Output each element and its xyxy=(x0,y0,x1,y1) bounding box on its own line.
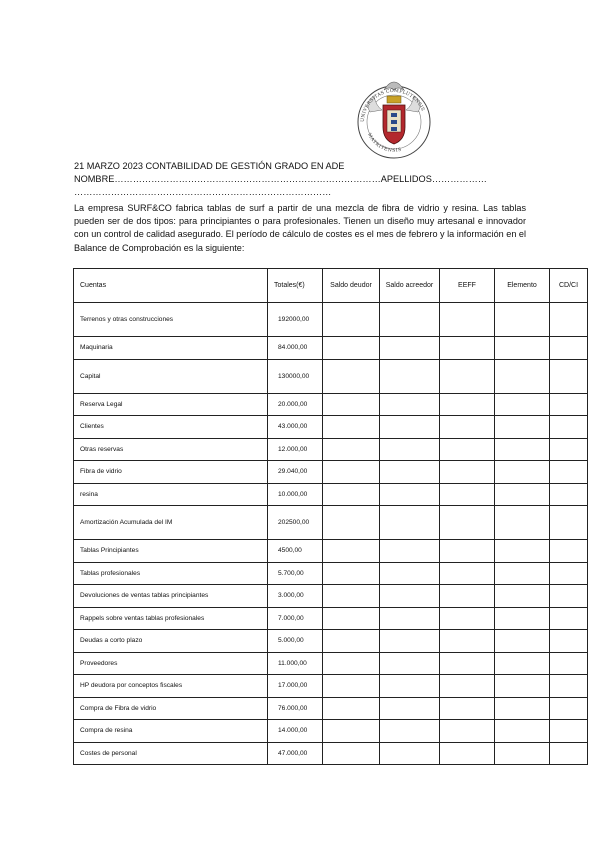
saldo-acreedor-cell[interactable] xyxy=(380,675,440,698)
table-row xyxy=(74,675,588,698)
col-header-cdci: CD/CI xyxy=(550,269,588,303)
cuenta-cell: Amortización Acumulada del IM xyxy=(74,506,268,540)
eeff-cell[interactable] xyxy=(440,359,495,393)
cdci-cell[interactable] xyxy=(550,303,588,337)
elemento-cell[interactable] xyxy=(495,630,550,653)
cdci-cell[interactable] xyxy=(550,506,588,540)
elemento-cell[interactable] xyxy=(495,720,550,743)
saldo-acreedor-cell[interactable] xyxy=(380,438,440,461)
saldo-acreedor-cell[interactable] xyxy=(380,540,440,563)
saldo-acreedor-cell[interactable] xyxy=(380,506,440,540)
saldo-deudor-cell[interactable] xyxy=(323,303,380,337)
cuenta-cell: Devoluciones de ventas tablas principiantes xyxy=(74,585,268,608)
elemento-cell[interactable] xyxy=(495,506,550,540)
eeff-cell[interactable] xyxy=(440,652,495,675)
cuenta-cell: Tablas Principiantes xyxy=(74,540,268,563)
table-row xyxy=(74,630,588,653)
total-cell: 5.000,00 xyxy=(268,630,323,653)
cuenta-cell: resina xyxy=(74,483,268,506)
cdci-cell[interactable] xyxy=(550,416,588,439)
cdci-cell[interactable] xyxy=(550,630,588,653)
table-row xyxy=(74,393,588,416)
cdci-cell[interactable] xyxy=(550,742,588,765)
saldo-acreedor-cell[interactable] xyxy=(380,585,440,608)
saldo-deudor-cell[interactable] xyxy=(323,675,380,698)
eeff-cell[interactable] xyxy=(440,438,495,461)
saldo-acreedor-cell[interactable] xyxy=(380,483,440,506)
saldo-acreedor-cell[interactable] xyxy=(380,607,440,630)
saldo-acreedor-cell[interactable] xyxy=(380,697,440,720)
total-cell: 202500,00 xyxy=(268,506,323,540)
saldo-acreedor-cell[interactable] xyxy=(380,461,440,484)
balance-table xyxy=(73,268,588,765)
cuenta-cell: Proveedores xyxy=(74,652,268,675)
table-row xyxy=(74,438,588,461)
saldo-deudor-cell[interactable] xyxy=(323,461,380,484)
cdci-cell[interactable] xyxy=(550,393,588,416)
eeff-cell[interactable] xyxy=(440,720,495,743)
total-cell: 12.000,00 xyxy=(268,438,323,461)
saldo-acreedor-cell[interactable] xyxy=(380,652,440,675)
total-cell: 5.700,00 xyxy=(268,562,323,585)
table-row xyxy=(74,562,588,585)
saldo-deudor-cell[interactable] xyxy=(323,720,380,743)
elemento-cell[interactable] xyxy=(495,461,550,484)
eeff-cell[interactable] xyxy=(440,337,495,360)
saldo-acreedor-cell[interactable] xyxy=(380,303,440,337)
saldo-acreedor-cell[interactable] xyxy=(380,630,440,653)
elemento-cell[interactable] xyxy=(495,303,550,337)
eeff-cell[interactable] xyxy=(440,483,495,506)
elemento-cell[interactable] xyxy=(495,438,550,461)
elemento-cell[interactable] xyxy=(495,540,550,563)
cuenta-cell: Otras reservas xyxy=(74,438,268,461)
cdci-cell[interactable] xyxy=(550,483,588,506)
cdci-cell[interactable] xyxy=(550,461,588,484)
cuenta-cell: Reserva Legal xyxy=(74,393,268,416)
total-cell: 17.000,00 xyxy=(268,675,323,698)
eeff-cell[interactable] xyxy=(440,630,495,653)
svg-text:UNIVERSITAS COMPLUTENSIS: UNIVERSITAS COMPLUTENSIS xyxy=(360,88,425,123)
total-cell: 11.000,00 xyxy=(268,652,323,675)
cdci-cell[interactable] xyxy=(550,359,588,393)
cuenta-cell: Compra de Fibra de vidrio xyxy=(74,697,268,720)
saldo-deudor-cell[interactable] xyxy=(323,607,380,630)
cuenta-cell: Deudas a corto plazo xyxy=(74,630,268,653)
col-header-elemento: Elemento xyxy=(495,269,550,303)
university-seal-logo xyxy=(354,72,434,166)
total-cell: 43.000,00 xyxy=(268,416,323,439)
elemento-cell[interactable] xyxy=(495,675,550,698)
cuenta-cell: Capital xyxy=(74,359,268,393)
cdci-cell[interactable] xyxy=(550,562,588,585)
col-header-saldo-deudor: Saldo deudor xyxy=(323,269,380,303)
cdci-cell[interactable] xyxy=(550,585,588,608)
svg-text:MATRITENSIS: MATRITENSIS xyxy=(366,132,403,154)
col-header-totales: Totales(€) xyxy=(268,269,323,303)
elemento-cell[interactable] xyxy=(495,359,550,393)
cuenta-cell: Tablas profesionales xyxy=(74,562,268,585)
saldo-deudor-cell[interactable] xyxy=(323,416,380,439)
table-row xyxy=(74,652,588,675)
table-row xyxy=(74,359,588,393)
table-header-row xyxy=(74,269,588,303)
eeff-cell[interactable] xyxy=(440,540,495,563)
saldo-deudor-cell[interactable] xyxy=(323,393,380,416)
table-row xyxy=(74,585,588,608)
col-header-saldo-acreedor: Saldo acreedor xyxy=(380,269,440,303)
saldo-acreedor-cell[interactable] xyxy=(380,416,440,439)
eeff-cell[interactable] xyxy=(440,416,495,439)
saldo-acreedor-cell[interactable] xyxy=(380,359,440,393)
total-cell: 84.000,00 xyxy=(268,337,323,360)
saldo-acreedor-cell[interactable] xyxy=(380,720,440,743)
table-row xyxy=(74,303,588,337)
total-cell: 3.000,00 xyxy=(268,585,323,608)
table-row xyxy=(74,607,588,630)
cdci-cell[interactable] xyxy=(550,652,588,675)
saldo-deudor-cell[interactable] xyxy=(323,562,380,585)
cuenta-cell: Maquinaria xyxy=(74,337,268,360)
elemento-cell[interactable] xyxy=(495,652,550,675)
saldo-deudor-cell[interactable] xyxy=(323,585,380,608)
total-cell: 14.000,00 xyxy=(268,720,323,743)
eeff-cell[interactable] xyxy=(440,562,495,585)
table-row xyxy=(74,483,588,506)
total-cell: 20.000,00 xyxy=(268,393,323,416)
cuenta-cell: Compra de resina xyxy=(74,720,268,743)
saldo-deudor-cell[interactable] xyxy=(323,652,380,675)
saldo-acreedor-cell[interactable] xyxy=(380,742,440,765)
dots-line: ………………………………………………………………………… xyxy=(74,187,332,197)
saldo-acreedor-cell[interactable] xyxy=(380,393,440,416)
elemento-cell[interactable] xyxy=(495,697,550,720)
cdci-cell[interactable] xyxy=(550,697,588,720)
total-cell: 29.040,00 xyxy=(268,461,323,484)
total-cell: 10.000,00 xyxy=(268,483,323,506)
saldo-deudor-cell[interactable] xyxy=(323,697,380,720)
intro-paragraph: La empresa SURF&CO fabrica tablas de surf a partir de una mezcla de fibra de vidrio y resina. Las tablas pueden ser de dos tipos: para principiantes o para profesionales. Tienen un diseño muy artesanal e innovador con un control de calidad asegurado. El período de cálculo de costes es el mes de febrero y la información en el Balance de Comprobación es la siguiente: xyxy=(74,203,526,253)
saldo-deudor-cell[interactable] xyxy=(323,483,380,506)
elemento-cell[interactable] xyxy=(495,393,550,416)
cuenta-cell: Terrenos y otras construcciones xyxy=(74,303,268,337)
elemento-cell[interactable] xyxy=(495,562,550,585)
eeff-cell[interactable] xyxy=(440,675,495,698)
eeff-cell[interactable] xyxy=(440,461,495,484)
cdci-cell[interactable] xyxy=(550,675,588,698)
total-cell: 47.000,00 xyxy=(268,742,323,765)
cdci-cell[interactable] xyxy=(550,720,588,743)
total-cell: 130000,00 xyxy=(268,359,323,393)
col-header-eeff: EEFF xyxy=(440,269,495,303)
cdci-cell[interactable] xyxy=(550,438,588,461)
exam-title: 21 MARZO 2023 CONTABILIDAD DE GESTIÓN GRADO EN ADE xyxy=(74,161,345,171)
eeff-cell[interactable] xyxy=(440,585,495,608)
cdci-cell[interactable] xyxy=(550,540,588,563)
table-row xyxy=(74,697,588,720)
table-row xyxy=(74,540,588,563)
elemento-cell[interactable] xyxy=(495,607,550,630)
saldo-acreedor-cell[interactable] xyxy=(380,562,440,585)
cdci-cell[interactable] xyxy=(550,607,588,630)
eeff-cell[interactable] xyxy=(440,607,495,630)
saldo-deudor-cell[interactable] xyxy=(323,359,380,393)
elemento-cell[interactable] xyxy=(495,483,550,506)
col-header-cuentas: Cuentas xyxy=(74,269,268,303)
eeff-cell[interactable] xyxy=(440,506,495,540)
eeff-cell[interactable] xyxy=(440,303,495,337)
total-cell: 4500,00 xyxy=(268,540,323,563)
elemento-cell[interactable] xyxy=(495,416,550,439)
elemento-cell[interactable] xyxy=(495,585,550,608)
table-row xyxy=(74,506,588,540)
cuenta-cell: HP deudora por conceptos fiscales xyxy=(74,675,268,698)
cdci-cell[interactable] xyxy=(550,337,588,360)
table-row xyxy=(74,416,588,439)
cuenta-cell: Fibra de vidrio xyxy=(74,461,268,484)
saldo-deudor-cell[interactable] xyxy=(323,630,380,653)
cuenta-cell: Costes de personal xyxy=(74,742,268,765)
total-cell: 7.000,00 xyxy=(268,607,323,630)
eeff-cell[interactable] xyxy=(440,697,495,720)
saldo-deudor-cell[interactable] xyxy=(323,438,380,461)
total-cell: 76.000,00 xyxy=(268,697,323,720)
cuenta-cell: Rappels sobre ventas tablas profesionales xyxy=(74,607,268,630)
table-row xyxy=(74,720,588,743)
table-row xyxy=(74,461,588,484)
eeff-cell[interactable] xyxy=(440,393,495,416)
elemento-cell[interactable] xyxy=(495,742,550,765)
saldo-acreedor-cell[interactable] xyxy=(380,337,440,360)
table-row xyxy=(74,337,588,360)
total-cell: 192000,00 xyxy=(268,303,323,337)
saldo-deudor-cell[interactable] xyxy=(323,540,380,563)
elemento-cell[interactable] xyxy=(495,337,550,360)
eeff-cell[interactable] xyxy=(440,742,495,765)
saldo-deudor-cell[interactable] xyxy=(323,337,380,360)
saldo-deudor-cell[interactable] xyxy=(323,742,380,765)
cuenta-cell: Clientes xyxy=(74,416,268,439)
name-field-line: NOMBRE……………………………………………………………………………APELLIDOS……………… xyxy=(74,174,487,184)
table-row xyxy=(74,742,588,765)
saldo-deudor-cell[interactable] xyxy=(323,506,380,540)
